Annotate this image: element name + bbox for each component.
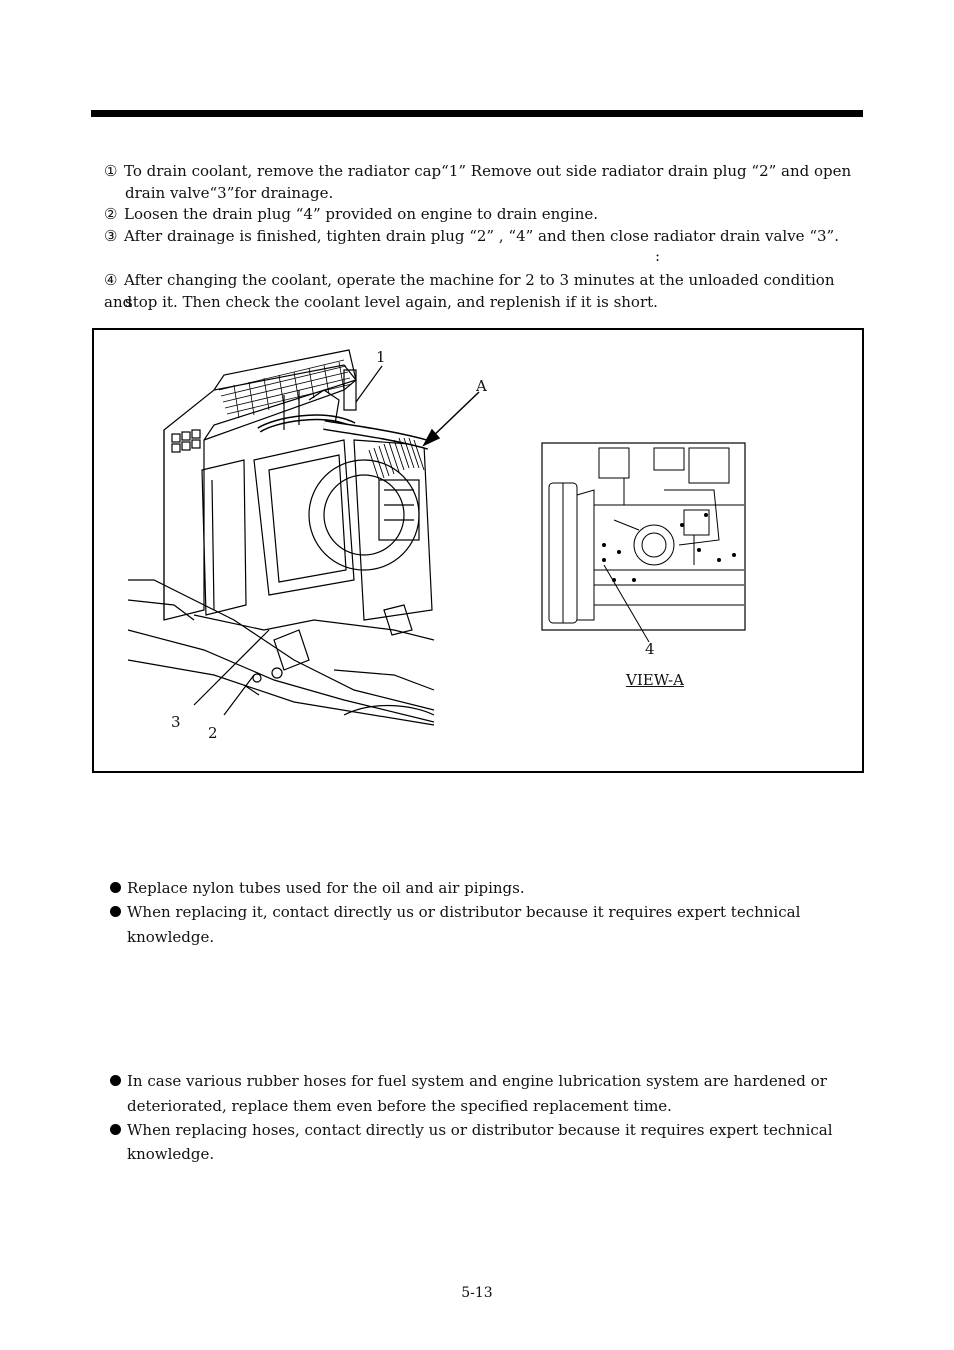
hose-bullet-1-text: In case various rubber hoses for fuel system and engine lubrication system are hardened or: [127, 1072, 827, 1090]
page-number: 5-13: [461, 1285, 493, 1301]
hose-bullet-2: [110, 1118, 833, 1142]
step-1: [104, 160, 864, 182]
callout-3: 3: [171, 713, 181, 731]
step-2-number: ②: [104, 205, 118, 223]
step-1-continuation: drain valve“3”for drainage.: [125, 184, 334, 202]
header-rule: [91, 110, 863, 117]
nylon-bullet-2: [110, 900, 800, 924]
nylon-bullet-1-text: Replace nylon tubes used for the oil and air pipings.: [127, 879, 525, 897]
hose-bullet-2-continuation: knowledge.: [127, 1145, 215, 1163]
nylon-bullet-1: [110, 876, 525, 900]
nylon-bullet-2-text: When replacing it, contact directly us or distributor because it requires expert technical: [127, 903, 801, 921]
step-3-text: After drainage is finished, tighten drain plug “2” , “4” and then close radiator drain valve “3”.: [124, 227, 839, 245]
view-a-label: VIEW-A: [626, 671, 684, 689]
step-1-text: To drain coolant, remove the radiator cap“1” Remove out side radiator drain plug “2” and open: [124, 162, 852, 180]
step-2-text: Loosen the drain plug “4” provided on engine to drain engine.: [124, 205, 599, 223]
step-4-continuation: stop it. Then check the coolant level again, and replenish if it is short.: [125, 293, 658, 311]
callout-1: 1: [376, 348, 386, 366]
step-2: [104, 203, 864, 225]
callout-a: A: [476, 377, 487, 395]
hose-bullet-1-continuation: deteriorated, replace them even before the specified replacement time.: [127, 1097, 672, 1115]
hose-bullet-2-text: When replacing hoses, contact directly us or distributor because it requires expert technical: [127, 1121, 833, 1139]
bullet-dot: [110, 882, 121, 893]
callout-4: 4: [645, 640, 655, 658]
hose-bullet-1: [110, 1069, 827, 1093]
step-4-text: After changing the coolant, operate the machine for 2 to 3 minutes at the unloaded condition and: [104, 271, 835, 311]
drain-figure: [92, 328, 864, 773]
machine-drawing: [94, 330, 862, 771]
stray-colon: :: [655, 247, 661, 265]
bullet-dot: [110, 1075, 121, 1086]
callout-2: 2: [208, 724, 218, 742]
step-4-number: ④: [104, 271, 118, 289]
step-3: [104, 225, 864, 247]
step-1-number: ①: [104, 162, 118, 180]
view-a-inset: [542, 443, 745, 630]
nylon-bullet-2-continuation: knowledge.: [127, 928, 215, 946]
step-3-number: ③: [104, 227, 118, 245]
bullet-dot: [110, 906, 121, 917]
bullet-dot: [110, 1124, 121, 1135]
